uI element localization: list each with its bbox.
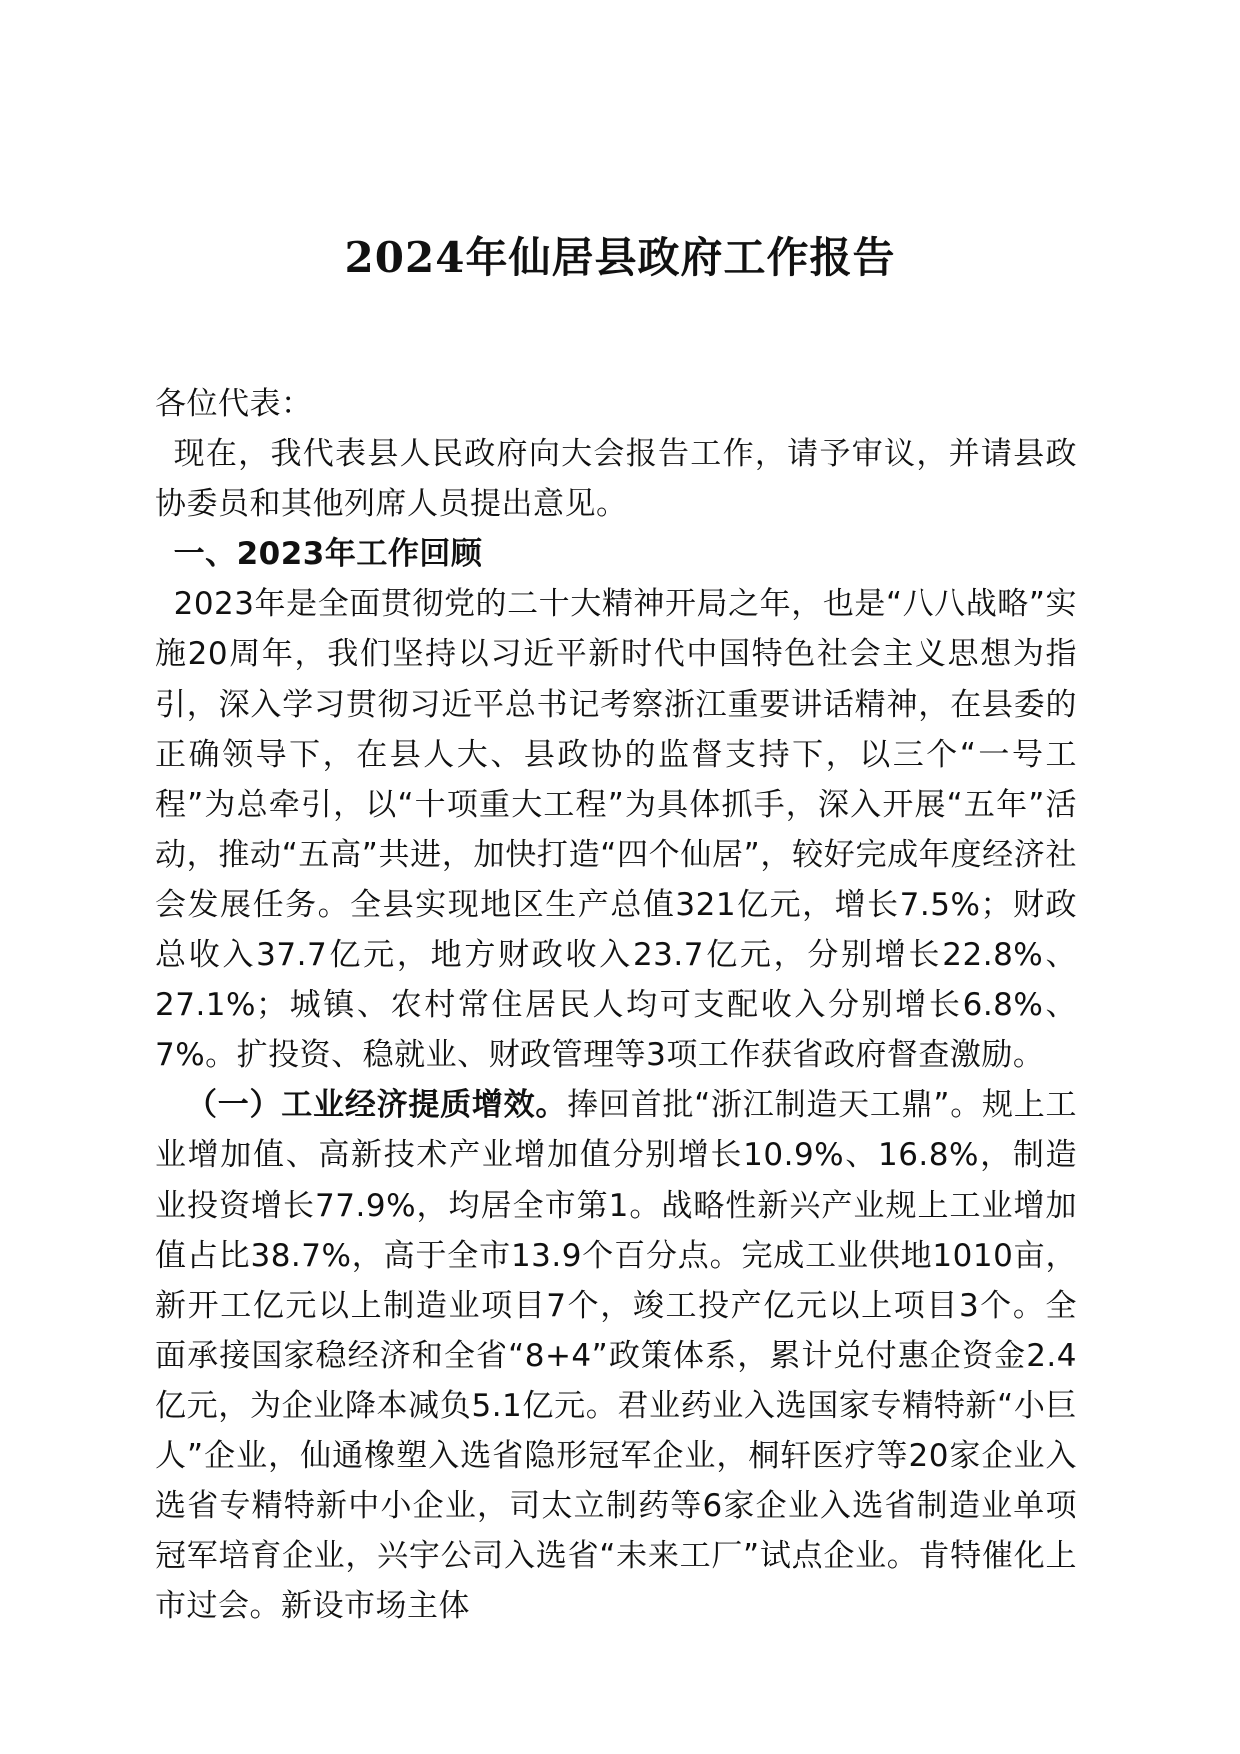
- section-heading-review: 一、2023年工作回顾: [173, 536, 483, 573]
- greeting: 各位代表：: [155, 386, 313, 422]
- document-body: [155, 379, 1077, 1631]
- subsection-heading-industry: （一）工业经济提质增效。: [186, 1087, 568, 1124]
- industry-paragraph-body: 捧回首批“浙江制造天工鼎”。规上工业增加值、高新技术产业增加值分别增长10.9%、16.8%，制造业投资增长77.9%，均居全市第1。战略性新兴产业规上工业增加值占比38.7%，高于全市13.9个百分点。完成工业供地1010亩，新开工亿元以上制造业项目7个，竣工投产亿元以上项目3个。全面承接国家稳经济和全省“8+4”政策体系，累计兑付惠企资金2.4亿元，为企业降本减负5.1亿元。君业药业入选国家专精特新“小巨人”企业，仙通橡塑入选省隐形冠军企业，桐轩医疗等20家企业入选省专精特新中小企业，司太立制药等6家企业入选省制造业单项冠军培育企业，兴宇公司入选省“未来工厂”试点企业。肯特催化上市过会。新设市场主体: [155, 1087, 1078, 1625]
- intro-paragraph: 现在，我代表县人民政府向大会报告工作，请予审议，并请县政协委员和其他列席人员提出意见。: [155, 436, 1077, 523]
- review-summary-paragraph: 2023年是全面贯彻党的二十大精神开局之年，也是“八八战略”实施20周年，我们坚持以习近平新时代中国特色社会主义思想为指引，深入学习贯彻习近平总书记考察浙江重要讲话精神，在县委的正确领导下，在县人大、县政协的监督支持下，以三个“一号工程”为总牵引，以“十项重大工程”为具体抓手，深入开展“五年”活动，推动“五高”共进，加快打造“四个仙居”，较好完成年度经济社会发展任务。全县实现地区生产总值321亿元，增长7.5%；财政总收入37.7亿元，地方财政收入23.7亿元，分别增长22.8%、27.1%；城镇、农村常住居民人均可支配收入分别增长6.8%、7%。扩投资、稳就业、财政管理等3项工作获省政府督查激励。: [155, 586, 1077, 1074]
- industry-paragraph: [155, 1080, 1077, 1631]
- document-title: 2024年仙居县政府工作报告: [344, 233, 896, 282]
